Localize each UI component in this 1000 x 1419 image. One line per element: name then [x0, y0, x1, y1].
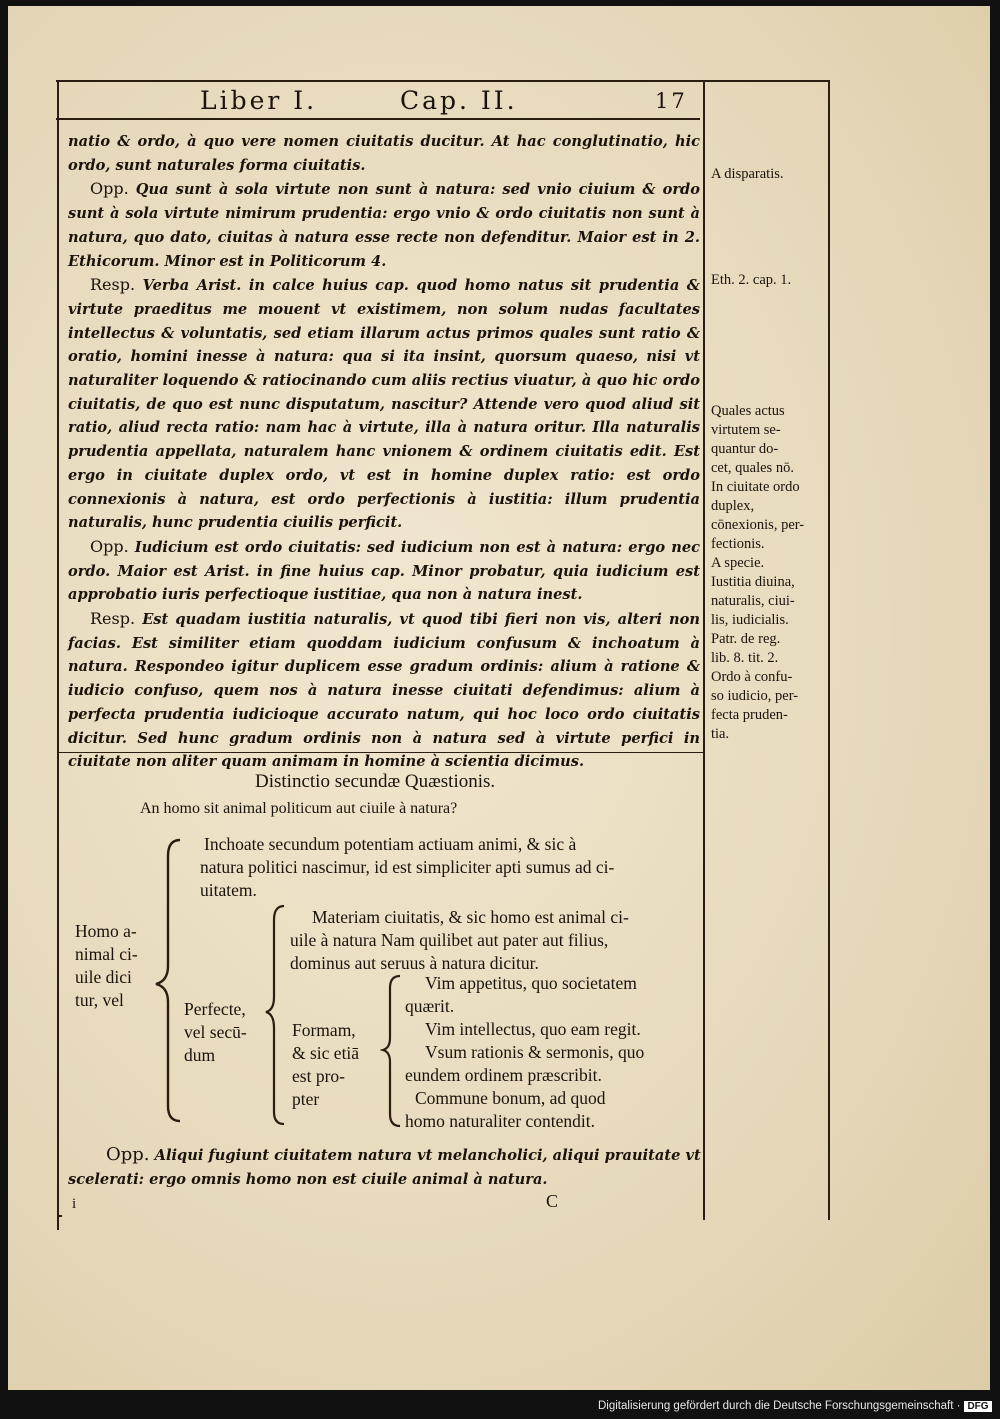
tree-line: est pro-: [292, 1066, 345, 1086]
distinctio-question: An homo sit animal politicum aut ciuile à natura?: [140, 800, 458, 817]
margin-line: Patr. de reg.: [711, 631, 781, 647]
tree-line: quærit.: [405, 996, 455, 1016]
opp2-text: Iudicium est ordo ciuitatis: sed iudicium non est à natura: ergo nec ordo. Maior est Arist. in fine huius cap. Minor probatur, quia iudicium est approbatio iuris perfectioque iustitiae, qua non à natura inest.: [68, 538, 700, 604]
header-rule-bottom: [56, 118, 700, 120]
margin-line: Ordo à confu-: [711, 669, 793, 685]
tree-line: Commune bonum, ad quod: [415, 1088, 606, 1108]
running-header: [200, 86, 700, 116]
margin-line: Quales actus: [711, 403, 785, 419]
margin-line: Iustitia diuina,: [711, 574, 795, 590]
margin-line: cet, quales nō.: [711, 460, 794, 476]
page-number: 17: [655, 89, 688, 113]
tree-line: uile à natura Nam quilibet aut pater aut filius,: [290, 930, 609, 950]
margin-note-ethics: Eth. 2. cap. 1.: [711, 272, 792, 288]
frame-right-line: [828, 80, 830, 1220]
tree-line: Vsum rationis & sermonis, quo: [425, 1042, 645, 1062]
closing-opp-text: Aliqui fugiunt ciuitatem natura vt melancholici, aliqui prauitate vt scelerati: ergo omnis homo non est ciuile animal à natura.: [68, 1147, 701, 1188]
tree-branch-inchoate: [200, 833, 680, 902]
frame-bottom-line: [58, 1215, 62, 1217]
resp1-paragraph: [68, 273, 700, 535]
tree-root-line: uile dici: [75, 967, 132, 987]
footer-text: Digitalisierung gefördert durch die Deutsche Forschungsgemeinschaft ·: [598, 1400, 961, 1412]
header-rule-top: [56, 80, 830, 82]
brace-main: [150, 836, 190, 1126]
distinctio-title: Distinctio secundæ Quæstionis.: [255, 771, 496, 792]
signature-mark: C: [546, 1191, 559, 1211]
margin-line: tia.: [711, 726, 730, 742]
footer-credit: [598, 1400, 992, 1412]
margin-line: A specie.: [711, 555, 765, 571]
resp2-text: Est quadam iustitia naturalis, vt quod tibi fieri non vis, alteri non facias. Est similiter etiam quoddam iudicium confusum & inchoatum à natura. Respondeo igitur duplicem esse gradum ordinis: alium à ratione & iudicio confuso, quem nos à natura inesse ciuitati defendimus: alium à perfecta prudentia iudicioque accurato natum, qui hoc loco ordo ciuitatis dicitur. Sed hunc gradum ordinis non à natura sed à virtute perfici in ciuitate non aliter quam animam in homine à scientia dicimus.: [68, 611, 700, 771]
resp1-label: Resp.: [90, 275, 136, 295]
margin-line: cōnexionis, per-: [711, 517, 805, 533]
margin-note-qualis: [711, 402, 821, 744]
margin-line: In ciuitate ordo duplex,: [711, 479, 800, 514]
main-text: [68, 130, 700, 774]
tree-line: eundem ordinem præscribit.: [405, 1065, 602, 1085]
closing-opp-label: Opp.: [106, 1144, 150, 1165]
tree-leaves: [405, 972, 705, 1133]
margin-line: so iudicio, per-: [711, 688, 799, 704]
resp1-text: Verba Arist. in calce huius cap. quod homo natus sit prudentia & virtute praeditus me mouent vt existimem, non solum nudas facultates intellectus & voluntatis, sed etiam illarum actus primos quales sunt ratio & oratio, homini inesse à natura: qua si ita insint, quorsum quaeso, nisi vt naturaliter loquendo & ratiocinando cum aliis rectius viuatur, à quo hic ordo ciuitatis, de quo est nunc disputatum, nascitur? Attende vero quod aliud sit ratio, aliud recta ratio: nam hac à virtute, illa à natura oritur. Illa naturalis prudentia appellata, naturalem hanc vnionem & ordinem ciuitatis edit. Est ergo in ciuitate duplex ordo, vt est in homine duplex ratio: est ordo connexionis à natura, est ordo perfectionis à iustitia: illum prudentia naturalis, hunc prudentia ciuilis perficit.: [68, 277, 700, 532]
brace-formam: [380, 972, 408, 1132]
tree-line: pter: [292, 1089, 320, 1109]
tree-branch-formam: [292, 1019, 382, 1111]
margin-line: quantur do-: [711, 441, 779, 457]
dfg-logo-icon: DFG: [964, 1401, 991, 1412]
margin-line: fectionis.: [711, 536, 765, 552]
margin-line: naturalis, ciui-: [711, 593, 795, 609]
tree-branch-perfecte: [184, 998, 264, 1067]
tree-line: Inchoate secundum potentiam actiuam animi, & sic à: [204, 834, 577, 854]
tree-branch-materiam: [290, 906, 710, 975]
opp2-paragraph: [68, 535, 700, 607]
opp2-label: Opp.: [90, 536, 129, 556]
margin-line: fecta pruden-: [711, 707, 788, 723]
resp2-label: Resp.: [90, 609, 136, 629]
tree-line: dum: [184, 1045, 216, 1065]
resp2-paragraph: [68, 607, 700, 774]
tree-root-line: nimal ci-: [75, 944, 138, 964]
tree-line: vel secū-: [184, 1022, 247, 1042]
opp1-label: Opp.: [90, 179, 129, 199]
tree-line: Perfecte,: [184, 999, 246, 1019]
tree-line: Formam,: [292, 1020, 356, 1040]
header-liber: Liber I.: [200, 86, 318, 115]
tree-line: homo naturaliter contendit.: [405, 1111, 596, 1131]
margin-line: lis, iudicialis.: [711, 612, 789, 628]
header-cap: Cap. II.: [400, 86, 518, 115]
left-mark: i: [72, 1196, 77, 1212]
tree-line: dominus aut seruus à natura dicitur.: [290, 953, 539, 973]
margin-note-disparatis: A disparatis.: [711, 166, 784, 182]
closing-opp-paragraph: [68, 1143, 708, 1192]
opp1-text: Qua sunt à sola virtute non sunt à natura: sed vnio ciuium & ordo sunt à sola virtute nimirum prudentia: ergo vnio & ordo ciuitatis non sunt à natura, quo dato, ciuitas à natura esse recte non defenditur. Maior est in 2. Ethicorum. Minor est in Politicorum 4.: [68, 181, 700, 270]
tree-line: & sic etiā: [292, 1043, 360, 1063]
tree-line: natura politici nascimur, id est simpliciter apti sumus ad ci-: [200, 857, 615, 877]
tree-root-line: tur, vel: [75, 990, 124, 1010]
tree-line: Materiam ciuitatis, & sic homo est animal ci-: [312, 907, 629, 927]
tree-line: uitatem.: [200, 880, 257, 900]
tree-root: [75, 920, 155, 1012]
brace-perfecte: [262, 902, 292, 1132]
tree-line: Vim appetitus, quo societatem: [425, 973, 637, 993]
tree-line: Vim intellectus, quo eam regit.: [425, 1019, 641, 1039]
margin-line: virtutem se-: [711, 422, 781, 438]
margin-line: lib. 8. tit. 2.: [711, 650, 779, 666]
opp1-paragraph: [68, 177, 700, 273]
frame-left-line: [57, 80, 59, 1230]
intro-paragraph: natio & ordo, à quo vere nomen ciuitatis ducitur. At hac conglutinatio, hic ordo, sunt naturales forma ciuitatis.: [68, 133, 700, 174]
tree-root-line: Homo a-: [75, 921, 137, 941]
